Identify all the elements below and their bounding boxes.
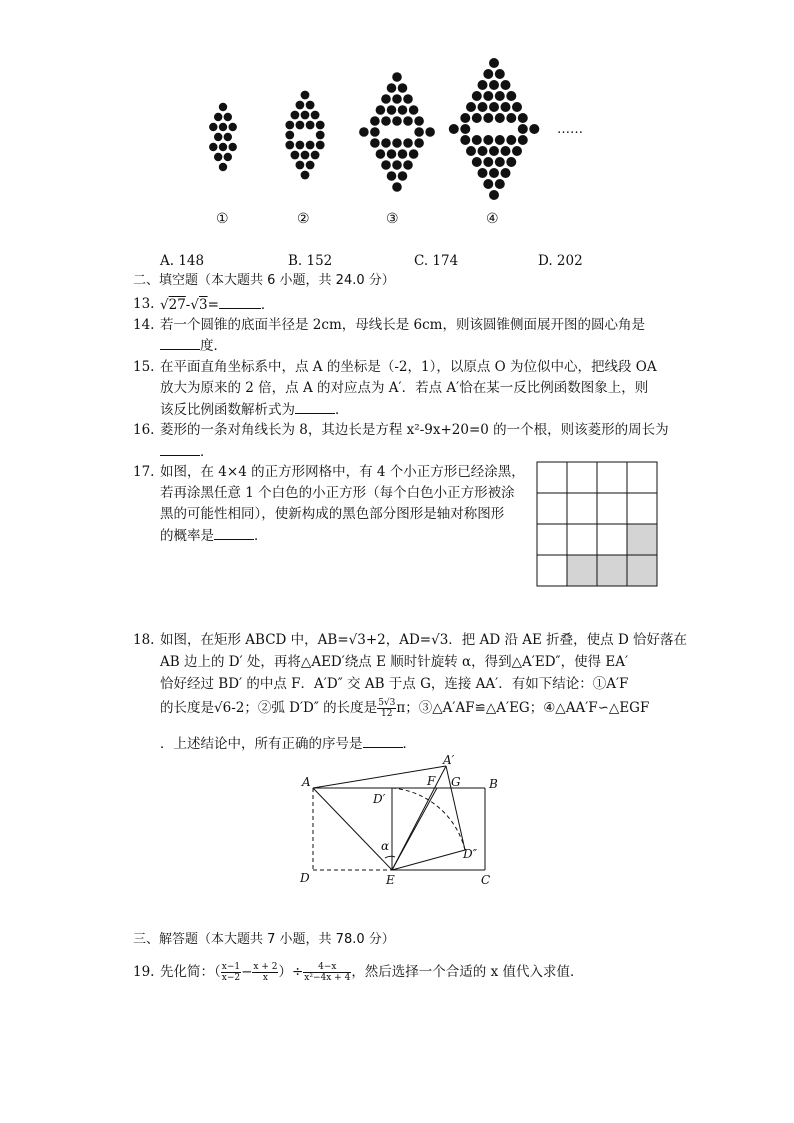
pattern-4-dot: [478, 102, 488, 112]
grid-cell: [567, 462, 597, 493]
grid-cell: [537, 555, 567, 586]
q14-blank: [160, 335, 200, 350]
pattern-4-dot: [472, 113, 482, 123]
pattern-4-dot: [478, 168, 488, 178]
pattern-2-dot: [311, 151, 320, 160]
q14-line2: [160, 335, 227, 356]
q14-line1: 若一个圆锥的底面半径是 2cm，母线长是 6cm，则该圆锥侧面展开图的圆心角是: [160, 317, 645, 333]
pattern-4-dot: [478, 80, 488, 90]
pattern-4-dot: [483, 157, 493, 167]
grid-cell-shaded: [567, 555, 597, 586]
q13-equals: =: [207, 297, 219, 313]
q18-blank: [363, 733, 403, 748]
pattern-1-dot: [229, 143, 237, 151]
q18-line4-a: 的长度是√6-2；②弧 D′D″ 的长度是: [160, 700, 378, 716]
pattern-3-dot: [392, 116, 402, 126]
grid-cell: [537, 493, 567, 524]
option-b: B. 152: [288, 253, 333, 269]
q18-frac-num: 5√3: [378, 698, 396, 708]
pattern-1-dot: [224, 153, 232, 161]
label-f: F: [427, 774, 436, 788]
pattern-4-dot: [466, 102, 476, 112]
section2-title: 二、填空题（本大题共 6 小题，共 24.0 分）: [133, 273, 395, 288]
q19-frac-3: [303, 962, 351, 983]
pattern-1-dot: [219, 123, 227, 131]
grid-cell-shaded: [627, 555, 657, 586]
q19-f2-den: x: [262, 973, 268, 983]
pattern-4-dot: [483, 69, 493, 79]
q13-text: √27-√3= ．: [160, 294, 274, 315]
pattern-2-dot: [285, 141, 294, 150]
pattern-4-dot: [495, 157, 505, 167]
pattern-2-dot: [296, 141, 305, 150]
pattern-3-dot: [409, 105, 419, 115]
label-a: A: [302, 775, 311, 789]
pattern-4-dot: [483, 135, 493, 145]
segment-ed2: [392, 850, 465, 870]
pattern-4-dot: [472, 157, 482, 167]
q19-f1-den: x−2: [221, 973, 241, 983]
pattern-4-dot: [512, 102, 522, 112]
q15-number: 15.: [133, 359, 155, 375]
angle-alpha-arc: [385, 856, 395, 858]
pattern-1-dot: [209, 123, 217, 131]
pattern-3-dot: [398, 105, 408, 115]
pattern-2-dot: [291, 151, 300, 160]
q19-minus: −: [241, 964, 253, 980]
q18-line4: [160, 698, 649, 719]
q17-grid: [536, 461, 660, 589]
option-d: D. 202: [538, 253, 583, 269]
pattern-4-dot: [501, 146, 511, 156]
q19-text: [160, 962, 584, 983]
pattern-3-dot: [370, 116, 380, 126]
q13-radicand-2: 3: [198, 297, 208, 313]
q18-frac-den: 12: [381, 709, 393, 719]
q17-line1: 如图，在 4×4 的正方形网格中，有 4 个小正方形已经涂黑，: [160, 464, 525, 480]
pattern-2-dot: [306, 161, 315, 170]
pattern-2-dot: [296, 101, 305, 110]
q13-end: ．: [260, 297, 275, 313]
q15-line1: 在平面直角坐标系中，点 A 的坐标是（-2，1），以原点 O 为位似中心，把线段 OA: [160, 359, 657, 375]
pattern-4-dot: [495, 113, 505, 123]
label-e: E: [386, 873, 395, 887]
q14-line2-end: 度．: [200, 338, 227, 354]
grid-cell: [627, 493, 657, 524]
q19-number: 19.: [133, 964, 155, 980]
q18-fraction: [377, 698, 396, 719]
segment-ef: [392, 788, 437, 870]
q13-blank: [219, 294, 261, 309]
q18-line4-b: π；③△A′AF≌△A′EG；④△AA′F∽△EGF: [396, 700, 650, 716]
pattern-3-dot: [387, 105, 397, 115]
q16-line1: 菱形的一条对角线长为 8，其边长是方程 x²-9x+20=0 的一个根，则该菱形的周长为: [160, 422, 669, 438]
pattern-2-dot: [316, 141, 325, 150]
pattern-4-dot: [489, 146, 499, 156]
pattern-4-dot: [506, 135, 516, 145]
q15-line2: 放大为原来的 2 倍，点 A 的对应点为 A′．若点 A′恰在某一反比例函数图象上，则: [160, 380, 649, 396]
q16-line2-end: ．: [200, 444, 214, 460]
q18-line5-end: ．: [402, 736, 416, 752]
pattern-1-dot: [219, 143, 227, 151]
pattern-3-dot: [392, 182, 402, 192]
q13-radicand-1: 27: [168, 297, 186, 313]
pattern-3-dot: [398, 83, 408, 93]
option-a: A. 148: [160, 253, 205, 269]
q14-number: 14.: [133, 317, 155, 333]
label-b: B: [489, 777, 498, 791]
pattern-1-dot: [214, 133, 222, 141]
pattern-2-dot: [316, 131, 325, 140]
pattern-1-dot: [214, 113, 222, 121]
q13-minus: -: [185, 297, 191, 313]
pattern-3-dot: [414, 138, 424, 148]
label-a-prime: A′: [443, 753, 455, 767]
pattern-3-dot: [403, 138, 413, 148]
grid-cell: [567, 524, 597, 555]
pattern-4-dot: [495, 91, 505, 101]
pattern-3-dot: [425, 127, 435, 137]
pattern-3-dot: [392, 94, 402, 104]
pattern-3-dot: [392, 138, 402, 148]
grid-cell: [627, 462, 657, 493]
grid-cell-shaded: [597, 555, 627, 586]
pattern-4-dot: [466, 146, 476, 156]
q15-line3-text: 该反比例函数解析式为: [160, 402, 295, 418]
grid-cell: [537, 524, 567, 555]
pattern-3-dot: [398, 171, 408, 181]
pattern-3-dot: [403, 94, 413, 104]
pattern-4-dot: [460, 135, 470, 145]
label-g: G: [451, 775, 461, 789]
pattern-3-dot: [409, 149, 419, 159]
pattern-4-dot: [495, 179, 505, 189]
q17-blank: [214, 525, 254, 540]
pattern-4-dot: [489, 58, 499, 68]
pattern-3-dot: [376, 149, 386, 159]
section3-title: 三、解答题（本大题共 7 小题，共 78.0 分）: [133, 932, 395, 947]
pattern-2-dot: [296, 161, 305, 170]
pattern-1-dot: [229, 123, 237, 131]
pattern-3-dot: [387, 171, 397, 181]
pattern-2-dot: [285, 121, 294, 130]
pattern-3-dot: [414, 116, 424, 126]
pattern-4-dot: [472, 135, 482, 145]
pattern-3-dot: [370, 138, 380, 148]
q13-number: 13.: [133, 296, 155, 312]
q16-number: 16.: [133, 422, 155, 438]
q17-number: 17.: [133, 464, 155, 480]
pattern-4-dot: [495, 135, 505, 145]
q16-line2: [160, 441, 214, 462]
pattern-1-dot: [209, 143, 217, 151]
pattern-4-dot: [483, 91, 493, 101]
grid-cell: [537, 462, 567, 493]
pattern-1-dot: [224, 133, 232, 141]
q19-suffix: ，然后选择一个合适的 x 值代入求值．: [351, 964, 584, 980]
pattern-3-dot: [381, 116, 391, 126]
pattern-4-dot: [478, 146, 488, 156]
q19-divide: ）÷: [278, 964, 304, 980]
q19-f3-num: 4−x: [303, 962, 351, 973]
pattern-label-2: ②: [297, 211, 310, 227]
pattern-4-dot: [489, 168, 499, 178]
pattern-4-dot: [506, 157, 516, 167]
grid-cell: [597, 493, 627, 524]
pattern-3-dot: [414, 127, 424, 137]
pattern-2-dot: [291, 111, 300, 120]
pattern-2-dot: [306, 101, 315, 110]
pattern-4-dot: [449, 124, 459, 134]
pattern-4-dot: [529, 124, 539, 134]
q17-line4-end: ．: [254, 528, 268, 544]
q18-number: 18.: [133, 632, 155, 648]
q16-blank: [160, 441, 200, 456]
pattern-3-dot: [392, 160, 402, 170]
pattern-label-4: ④: [486, 211, 499, 227]
q19-f3-den: x²−4x + 4: [304, 973, 351, 983]
pattern-3-dot: [398, 149, 408, 159]
q18-line5-text: ．上述结论中，所有正确的序号是: [160, 736, 363, 752]
dot-pattern-figure: [190, 55, 610, 230]
q18-line1: 如图，在矩形 ABCD 中，AB=√3+2，AD=√3．把 AD 沿 AE 折叠，使点 D 恰好落在: [160, 632, 688, 648]
pattern-4-dot: [506, 91, 516, 101]
q19-prefix: 先化简：（: [160, 964, 221, 980]
pattern-2-dot: [301, 91, 310, 100]
pattern-4-dot: [489, 80, 499, 90]
pattern-1-dot: [214, 153, 222, 161]
pattern-4-dot: [506, 113, 516, 123]
q19-frac-2: [252, 962, 278, 983]
label-alpha: α: [381, 839, 390, 853]
q18-geometry-figure: [295, 752, 510, 892]
pattern-4-dot: [518, 113, 528, 123]
pattern-4-dot: [501, 168, 511, 178]
pattern-1-dot: [219, 103, 227, 111]
grid-cell: [567, 493, 597, 524]
grid-cell: [597, 462, 627, 493]
pattern-2-dot: [285, 131, 294, 140]
grid-cell-shaded: [627, 524, 657, 555]
pattern-3-dot: [381, 160, 391, 170]
pattern-3-dot: [359, 127, 369, 137]
grid-cell: [597, 524, 627, 555]
pattern-2-dot: [301, 151, 310, 160]
arc-d1d2: [392, 788, 465, 850]
pattern-3-dot: [381, 138, 391, 148]
q17-line3: 黑的可能性相同），使新构成的黑色部分图形是轴对称图形: [160, 506, 505, 522]
pattern-2-dot: [301, 111, 310, 120]
pattern-4-dot: [518, 124, 528, 134]
pattern-4-dot: [489, 190, 499, 200]
pattern-4-dot: [483, 179, 493, 189]
q17-line2: 若再涂黑任意 1 个白色的小正方形（每个白色小正方形被涂: [160, 485, 515, 501]
label-d: D: [300, 871, 310, 885]
label-d-prime: D′: [373, 792, 386, 806]
pattern-1-dot: [224, 113, 232, 121]
pattern-2-dot: [316, 121, 325, 130]
q15-line3-end: ．: [335, 402, 349, 418]
pattern-4-dot: [472, 91, 482, 101]
pattern-3-dot: [381, 94, 391, 104]
pattern-4-dot: [501, 80, 511, 90]
pattern-label-1: ①: [216, 211, 229, 227]
pattern-4-dot: [460, 124, 470, 134]
q18-line5: [160, 733, 416, 754]
pattern-ellipsis: ……: [557, 122, 583, 137]
pattern-4-dot: [495, 69, 505, 79]
q17-line4: [160, 525, 268, 546]
pattern-2-dot: [311, 111, 320, 120]
pattern-4-dot: [512, 146, 522, 156]
option-c: C. 174: [414, 253, 459, 269]
pattern-label-3: ③: [386, 211, 399, 227]
pattern-4-dot: [460, 113, 470, 123]
pattern-3-dot: [376, 105, 386, 115]
q18-line2: AB 边上的 D′ 处，再将△AED′绕点 E 顺时针旋转 α，得到△A′ED″，使得 EA′: [160, 654, 629, 670]
pattern-3-dot: [387, 149, 397, 159]
q17-line4-text: 的概率是: [160, 528, 214, 544]
label-c: C: [481, 873, 491, 887]
q18-line3: 恰好经过 BD′ 的中点 F．A′D″ 交 AB 于点 G，连接 AA′．有如下结论：①A′F: [160, 676, 629, 692]
pattern-2-dot: [306, 141, 315, 150]
q19-frac-1: [221, 962, 241, 983]
pattern-3-dot: [392, 72, 402, 82]
pattern-1-dot: [219, 163, 227, 171]
q19-f2-num: x + 2: [253, 962, 278, 972]
pattern-3-dot: [370, 127, 380, 137]
pattern-2-dot: [301, 171, 310, 180]
q15-blank: [295, 399, 335, 414]
pattern-4-dot: [483, 113, 493, 123]
pattern-3-dot: [387, 83, 397, 93]
pattern-3-dot: [403, 160, 413, 170]
pattern-4-dot: [518, 135, 528, 145]
pattern-2-dot: [306, 121, 315, 130]
label-d-double-prime: D″: [463, 847, 478, 861]
pattern-4-dot: [489, 102, 499, 112]
pattern-2-dot: [296, 121, 305, 130]
q15-line3: [160, 399, 349, 420]
pattern-4-dot: [501, 102, 511, 112]
pattern-3-dot: [403, 116, 413, 126]
q19-f1-num: x−1: [221, 962, 241, 972]
